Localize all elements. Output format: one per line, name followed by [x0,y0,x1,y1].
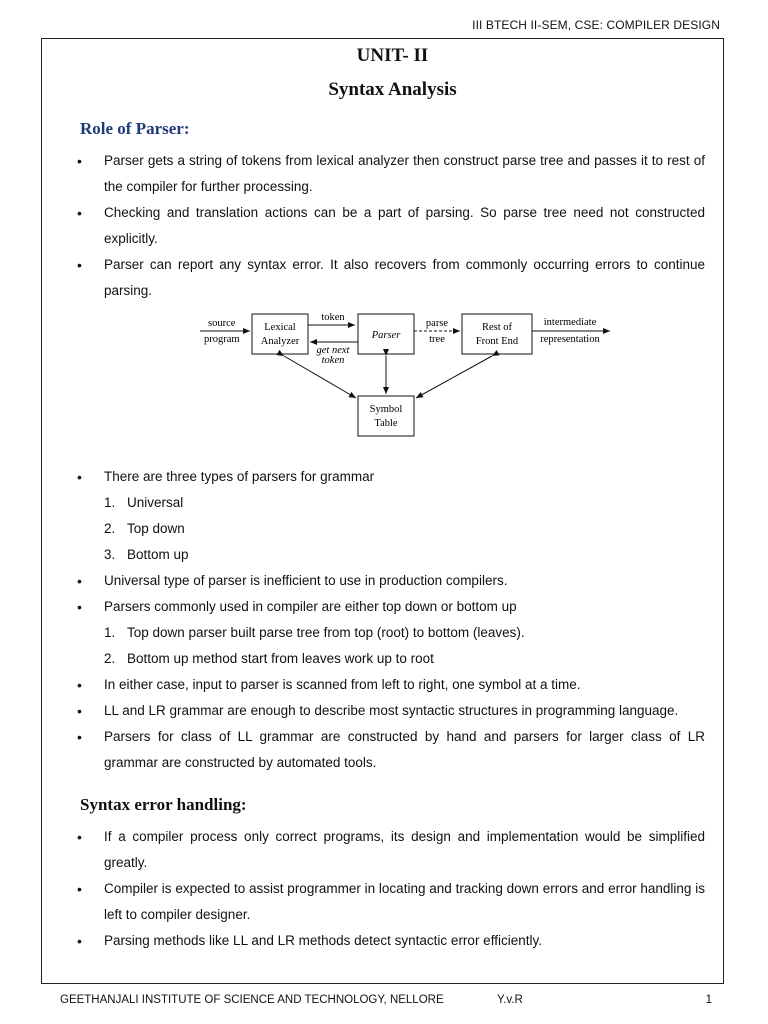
error-handling-bullets [80,824,705,954]
parse-label: parse [425,318,449,329]
program-label: program [204,334,240,345]
token-label: token [321,312,345,323]
parser-label: Parser [371,330,401,341]
bullet-item: • Universal type of parser is inefficient to use in production compilers. [80,568,705,594]
numbered-item: 2. Bottom up method start from leaves work up to root [104,651,434,666]
intermediate-label: intermediate [543,317,597,328]
bullet-item: • In either case, input to parser is scanned from left to right, one symbol at a time. [80,672,705,698]
unit-title: UNIT- II [356,45,429,66]
numbered-item: 1. Universal [104,495,184,510]
numbered-item: 1. Top down parser built parse tree from top (root) to bottom (leaves). [104,625,525,640]
bullet-item: • LL and LR grammar are enough to describe most syntactic structures in programming language. [80,698,705,724]
author-initials: Y.v.R [497,994,523,1006]
bullet-item: • There are three types of parsers for grammar [80,464,705,490]
parser-usage-bullets [80,568,705,620]
rest-label-bottom: Front End [475,336,519,347]
bullet-item: • Compiler is expected to assist programmer in locating and tracking down errors and error handling is left to compiler designer. [80,876,705,928]
tree-label: tree [429,334,445,345]
frontend-symbol-link [416,356,492,398]
lexer-label-bottom: Analyzer [260,336,300,347]
topdown-bottomup-list [80,620,705,672]
institution-name: GEETHANJALI INSTITUTE OF SCIENCE AND TECHNOLOGY, NELLORE [60,994,444,1006]
lexer-label-top: Lexical [264,322,296,333]
parser-types-list [80,490,705,568]
bullet-item: • Parser can report any syntax error. It also recovers from commonly occurring errors to continue parsing. [80,252,705,304]
representation-label: representation [540,334,600,345]
section-heading-role-of-parser: Role of Parser: [80,119,190,138]
bullet-item: • If a compiler process only correct programs, its design and implementation would be simplified greatly. [80,824,705,876]
numbered-item: 2. Top down [104,521,185,536]
bullet-item: • Parser gets a string of tokens from lexical analyzer then construct parse tree and passes it to rest of the compiler for further processing. [80,148,705,200]
grammar-bullets [80,672,705,776]
symbol-table-box [358,396,414,436]
get-next-label: get next [316,345,350,356]
get-next-token-label: token [321,355,345,366]
parser-types-bullets [80,464,705,490]
bullet-item: • Parsers commonly used in compiler are either top down or bottom up [80,594,705,620]
symbol-label-bottom: Table [374,418,398,429]
topic-title: Syntax Analysis [328,79,457,100]
rest-label-top: Rest of [481,322,513,333]
symbol-label-top: Symbol [369,404,403,415]
bullet-item: • Parsing methods like LL and LR methods detect syntactic error efficiently. [80,928,705,954]
bullet-item: • Parsers for class of LL grammar are constructed by hand and parsers for larger class of LR grammar are constructed by automated tools. [80,724,705,776]
page-content [80,40,705,954]
section-heading-syntax-error-handling: Syntax error handling: [80,795,247,814]
front-end-box [462,314,532,354]
lexical-analyzer-box [252,314,308,354]
bullet-item: • Checking and translation actions can be a part of parsing. So parse tree need not constructed explicitly. [80,200,705,252]
role-bullets [80,148,705,304]
source-label: source [208,318,236,329]
parser-diagram [80,304,705,464]
numbered-item: 3. Bottom up [104,547,189,562]
running-header: III BTECH II-SEM, CSE: COMPILER DESIGN [472,18,720,32]
page-number: 1 [705,994,712,1006]
lexer-symbol-link [284,356,356,398]
